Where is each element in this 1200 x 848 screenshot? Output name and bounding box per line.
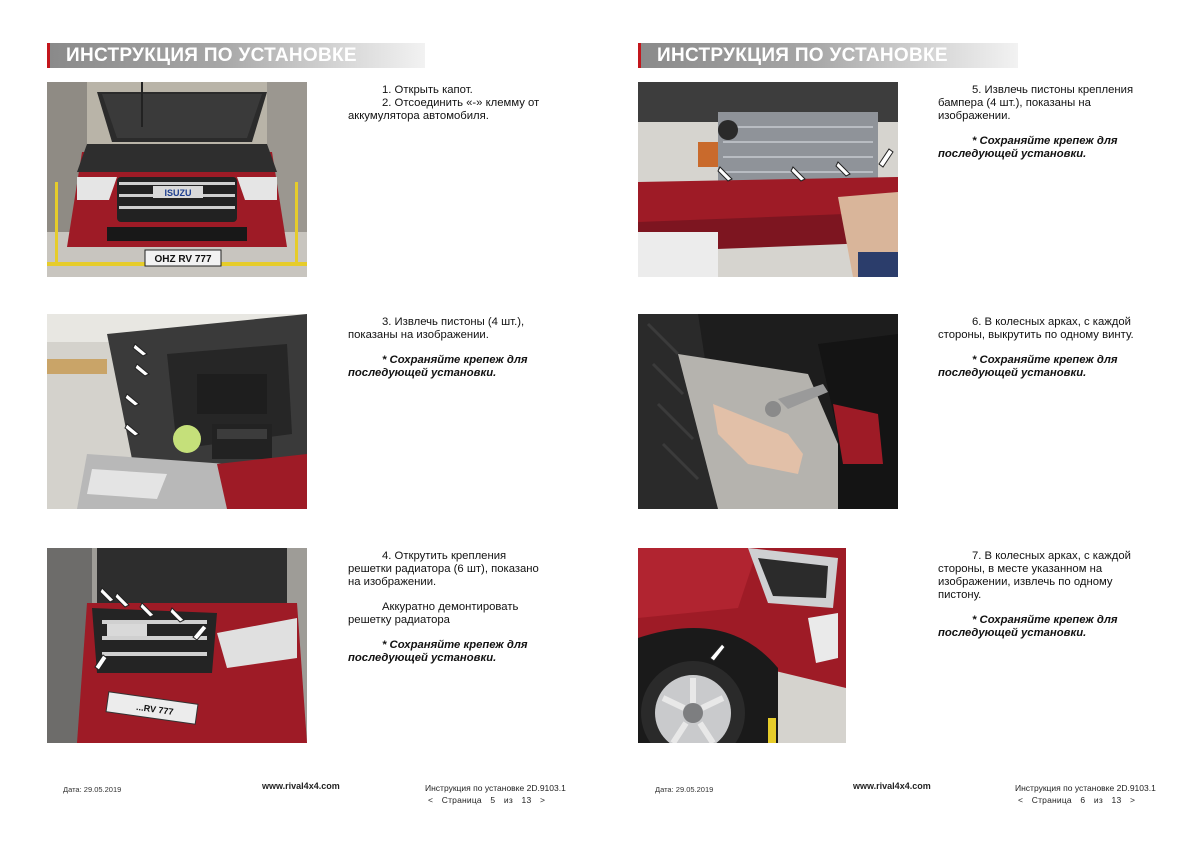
next-page-arrow[interactable]: > bbox=[1129, 795, 1136, 805]
photo-step-3 bbox=[47, 314, 307, 509]
prev-page-arrow[interactable]: < bbox=[428, 795, 434, 805]
step-5-main: 5. Извлечь пистоны крепления бампера (4 шт.), показаны на изображении. bbox=[938, 84, 1134, 122]
footer-doc-title: Инструкция по установке 2D.9103.1 bbox=[425, 783, 566, 793]
step-3-note: * Сохраняйте крепеж для последующей установки. bbox=[348, 354, 528, 379]
step-6-text bbox=[938, 316, 1138, 380]
page-header bbox=[47, 43, 425, 68]
page-header-title: ИНСТРУКЦИЯ ПО УСТАНОВКЕ bbox=[66, 45, 357, 66]
step-6-note: * Сохраняйте крепеж для последующей установки. bbox=[938, 354, 1118, 379]
step-1-text bbox=[348, 84, 548, 123]
step-7-text bbox=[938, 550, 1138, 640]
step-6-main: 6. В колесных арках, с каждой стороны, выкрутить по одному винту. bbox=[938, 316, 1134, 341]
page-number: 5 bbox=[490, 795, 496, 805]
step-2-line: 2. Отсоединить «-» клемму от аккумулятора автомобиля. bbox=[348, 97, 540, 122]
next-page-arrow[interactable]: > bbox=[539, 795, 546, 805]
step-4-note: * Сохраняйте крепеж для последующей установки. bbox=[348, 639, 528, 664]
step-4-text bbox=[348, 550, 548, 665]
page-number: 6 bbox=[1080, 795, 1086, 805]
step-3-main: 3. Извлечь пистоны (4 шт.), показаны на изображении. bbox=[348, 316, 525, 341]
prev-page-arrow[interactable]: < bbox=[1018, 795, 1024, 805]
photo-step-7 bbox=[638, 548, 846, 743]
footer-doc-info bbox=[425, 782, 566, 806]
photo-step-5 bbox=[638, 82, 898, 277]
footer-doc-title: Инструкция по установке 2D.9103.1 bbox=[1015, 783, 1156, 793]
page-word: Страница bbox=[1031, 795, 1072, 805]
step-1-line: 1. Открыть капот. bbox=[382, 84, 473, 96]
page-of: из bbox=[1093, 795, 1103, 805]
footer-date: Дата: 29.05.2019 bbox=[63, 785, 122, 794]
footer-site-link[interactable]: www.rival4x4.com bbox=[262, 781, 340, 791]
photo-badge: ISUZU bbox=[164, 188, 192, 198]
photo-step-6 bbox=[638, 314, 898, 509]
step-4-extra: Аккуратно демонтировать решетку радиатора bbox=[348, 601, 519, 626]
page-of: из bbox=[503, 795, 513, 805]
license-plate-2: ...RV 777 bbox=[135, 701, 175, 717]
step-7-main: 7. В колесных арках, с каждой стороны, в месте указанном на изображении, извлечь по одному пистону. bbox=[938, 550, 1131, 601]
step-5-text bbox=[938, 84, 1138, 161]
footer-site-link[interactable]: www.rival4x4.com bbox=[853, 781, 931, 791]
page-word: Страница bbox=[441, 795, 482, 805]
step-4-main: 4. Открутить крепления решетки радиатора (6 шт), показано на изображении. bbox=[348, 550, 539, 588]
page-total: 13 bbox=[521, 795, 532, 805]
page-total: 13 bbox=[1111, 795, 1122, 805]
step-3-text bbox=[348, 316, 548, 380]
page-indicator bbox=[1015, 794, 1156, 806]
page-6 bbox=[600, 0, 1200, 848]
footer-date: Дата: 29.05.2019 bbox=[655, 785, 714, 794]
step-5-note: * Сохраняйте крепеж для последующей установки. bbox=[938, 135, 1118, 160]
photo-step-1 bbox=[47, 82, 307, 277]
page-header-title: ИНСТРУКЦИЯ ПО УСТАНОВКЕ bbox=[657, 45, 948, 66]
page-header bbox=[638, 43, 1018, 68]
page-indicator bbox=[425, 794, 566, 806]
step-7-note: * Сохраняйте крепеж для последующей установки. bbox=[938, 614, 1118, 639]
footer-doc-info bbox=[1015, 782, 1156, 806]
photo-step-4 bbox=[47, 548, 307, 743]
license-plate: OHZ RV 777 bbox=[154, 254, 212, 265]
